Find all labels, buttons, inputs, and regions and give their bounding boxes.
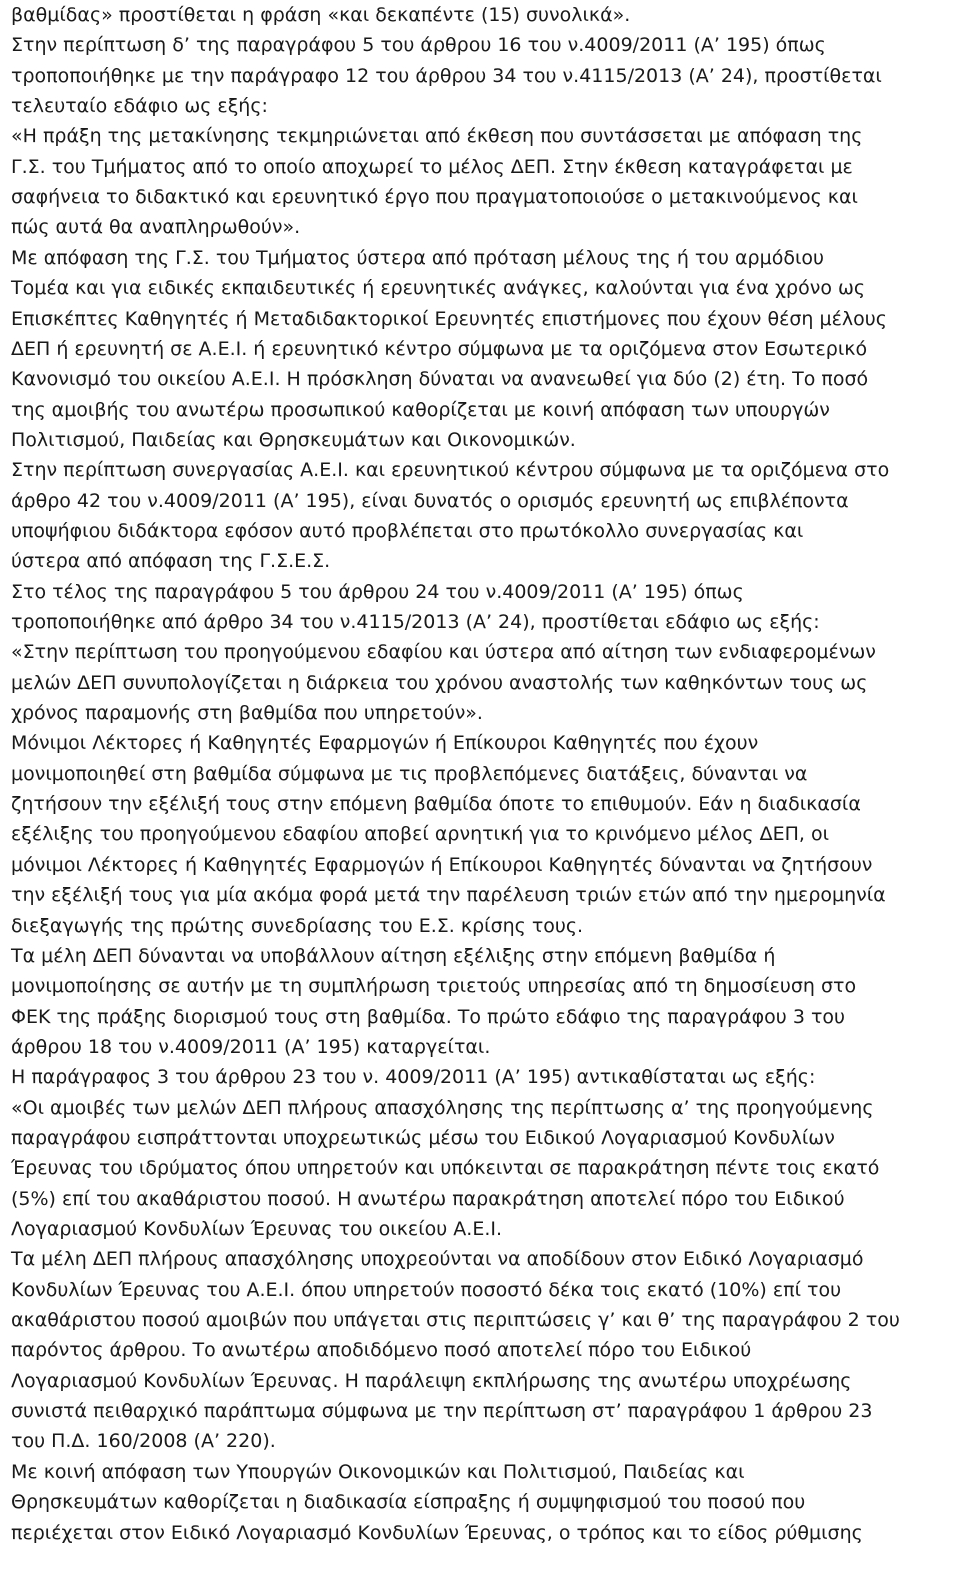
text-line: σαφήνεια το διδακτικό και ερευνητικό έργο που πραγματοποιούσε ο μετακινούμενος και <box>11 186 858 209</box>
text-line: βαθμίδας» προστίθεται η φράση «και δεκαπέντε (15) συνολικά». <box>11 4 631 26</box>
text-line: περιέχεται στον Ειδικό Λογαριασμό Κονδυλίων Έρευνας, ο τρόπος και το είδος ρύθμισης <box>11 1521 863 1544</box>
text-line: τροποποιήθηκε από άρθρο 34 του ν.4115/2013 (Α’ 24), προστίθεται εδάφιο ως εξής: <box>11 611 820 633</box>
text-line: μόνιμοι Λέκτορες ή Καθηγητές Εφαρμογών ή Επίκουροι Καθηγητές δύνανται να ζητήσουν <box>11 853 873 876</box>
text-line: Πολιτισμού, Παιδείας και Θρησκευμάτων και Οικονομικών. <box>11 428 576 451</box>
text-line: Τομέα και για ειδικές εκπαιδευτικές ή ερευνητικές ανάγκες, καλούνται για ένα χρόνο ως <box>11 277 866 300</box>
text-line: «Οι αμοιβές των μελών ΔΕΠ πλήρους απασχόλησης της περίπτωσης α’ της προηγούμενης <box>11 1096 874 1119</box>
text-line: Θρησκευμάτων καθορίζεται η διαδικασία είσπραξης ή συμψηφισμού του ποσού που <box>11 1491 806 1514</box>
text-line: Στην περίπτωση δ’ της παραγράφου 5 του άρθρου 16 του ν.4009/2011 (Α’ 195) όπως <box>11 34 826 57</box>
text-line: Κανονισμό του οικείου Α.Ε.Ι. Η πρόσκληση δύναται να ανανεωθεί για δύο (2) έτη. Το ποσό <box>11 368 869 391</box>
text-line: Η παράγραφος 3 του άρθρου 23 του ν. 4009/2011 (Α’ 195) αντικαθίσταται ως εξής: <box>11 1066 816 1089</box>
text-line: της αμοιβής του ανωτέρω προσωπικού καθορίζεται με κοινή απόφαση των υπουργών <box>11 398 830 421</box>
text-line: Κονδυλίων Έρευνας του Α.Ε.Ι. όπου υπηρετούν ποσοστό δέκα τοις εκατό (10%) επί του <box>11 1278 842 1301</box>
text-line: ΦΕΚ της πράξης διορισμού τους στη βαθμίδα. Το πρώτο εδάφιο της παραγράφου 3 του <box>11 1005 846 1028</box>
text-line: μονιμοποίησης σε αυτήν με τη συμπλήρωση τριετούς υπηρεσίας από τη δημοσίευση στο <box>11 975 857 998</box>
text-line: του Π.Δ. 160/2008 (Α’ 220). <box>11 1430 276 1453</box>
text-line: μελών ΔΕΠ συνυπολογίζεται η διάρκεια του χρόνου αναστολής των καθηκόντων τους ως <box>11 671 868 694</box>
text-line: Τα μέλη ΔΕΠ πλήρους απασχόλησης υποχρεούνται να αποδίδουν στον Ειδικό Λογαριασμό <box>11 1248 864 1271</box>
text-line: Με απόφαση της Γ.Σ. του Τμήματος ύστερα από πρόταση μέλους της ή του αρμόδιου <box>11 246 824 269</box>
text-line: εξέλιξης του προηγούμενου εδαφίου αποβεί αρνητική για το κρινόμενο μέλος ΔΕΠ, οι <box>11 823 830 846</box>
text-line: μονιμοποιηθεί στη βαθμίδα σύμφωνα με τις προβλεπόμενες διατάξεις, δύνανται να <box>11 762 808 785</box>
text-line: την εξέλιξή τους για μία ακόμα φορά μετά την παρέλευση τριών ετών από την ημερομηνία <box>11 884 886 907</box>
text-line: Επισκέπτες Καθηγητές ή Μεταδιδακτορικοί Ερευνητές επιστήμονες που έχουν θέση μέλους <box>11 307 887 330</box>
text-line: Με κοινή απόφαση των Υπουργών Οικονομικών και Πολιτισμού, Παιδείας και <box>11 1460 745 1483</box>
text-line: «Η πράξη της μετακίνησης τεκμηριώνεται από έκθεση που συντάσσεται με απόφαση της <box>11 125 863 148</box>
text-line: ύστερα από απόφαση της Γ.Σ.Ε.Σ. <box>11 550 331 573</box>
text-line: Λογαριασμού Κονδυλίων Έρευνας. Η παράλειψη εκπλήρωσης της ανωτέρω υποχρέωσης <box>11 1369 852 1392</box>
text-line: τελευταίο εδάφιο ως εξής: <box>11 95 268 118</box>
text-line: Γ.Σ. του Τμήματος από το οποίο αποχωρεί το μέλος ΔΕΠ. Στην έκθεση καταγράφεται με <box>11 155 853 178</box>
text-line: παραγράφου εισπράττονται υποχρεωτικώς μέσω του Ειδικού Λογαριασμού Κονδυλίων <box>11 1126 835 1149</box>
text-line: άρθρου 18 του ν.4009/2011 (Α’ 195) καταργείται. <box>11 1035 491 1058</box>
text-line: Στο τέλος της παραγράφου 5 του άρθρου 24 του ν.4009/2011 (Α’ 195) όπως <box>11 580 744 603</box>
text-line: άρθρο 42 του ν.4009/2011 (Α’ 195), είναι δυνατός ο ορισμός ερευνητή ως επιβλέποντα <box>11 489 849 512</box>
text-line: τροποποιήθηκε με την παράγραφο 12 του άρθρου 34 του ν.4115/2013 (Α’ 24), προστίθεται <box>11 64 882 87</box>
text-line: ΔΕΠ ή ερευνητή σε Α.Ε.Ι. ή ερευνητικό κέντρο σύμφωνα με τα οριζόμενα στον Εσωτερικό <box>11 337 868 360</box>
text-line: Μόνιμοι Λέκτορες ή Καθηγητές Εφαρμογών ή Επίκουροι Καθηγητές που έχουν <box>11 732 759 755</box>
text-line: Στην περίπτωση συνεργασίας Α.Ε.Ι. και ερευνητικού κέντρου σύμφωνα με τα οριζόμενα στο <box>11 459 890 482</box>
text-line: χρόνος παραμονής στη βαθμίδα που υπηρετούν». <box>11 702 483 725</box>
text-line: πώς αυτά θα αναπληρωθούν». <box>11 216 301 239</box>
text-line: συνιστά πειθαρχικό παράπτωμα σύμφωνα με την περίπτωση στ’ παραγράφου 1 άρθρου 23 <box>11 1400 873 1423</box>
text-line: ακαθάριστου ποσού αμοιβών που υπάγεται στις περιπτώσεις γ’ και θ’ της παραγράφου 2 του <box>11 1309 900 1332</box>
text-line: Τα μέλη ΔΕΠ δύνανται να υποβάλλουν αίτηση εξέλιξης στην επόμενη βαθμίδα ή <box>11 944 776 967</box>
text-line: (5%) επί του ακαθάριστου ποσού. Η ανωτέρω παρακράτηση αποτελεί πόρο του Ειδικού <box>11 1187 845 1210</box>
text-line: Λογαριασμού Κονδυλίων Έρευνας του οικείου Α.Ε.Ι. <box>11 1218 503 1240</box>
text-line: ζητήσουν την εξέλιξή τους στην επόμενη βαθμίδα όποτε το επιθυμούν. Εάν η διαδικασία <box>11 793 861 816</box>
text-line: διεξαγωγής της πρώτης συνεδρίασης του Ε.Σ. κρίσης τους. <box>11 914 584 937</box>
text-line: υποψήφιου διδάκτορα εφόσον αυτό προβλέπεται στο πρωτόκολλο συνεργασίας και <box>11 519 804 542</box>
text-line: παρόντος άρθρου. Το ανωτέρω αποδιδόμενο ποσό αποτελεί πόρο του Ειδικού <box>11 1339 752 1362</box>
text-line: «Στην περίπτωση του προηγούμενου εδαφίου και ύστερα από αίτηση των ενδιαφερομένων <box>11 641 876 664</box>
text-line: Έρευνας του ιδρύματος όπου υπηρετούν και υπόκεινται σε παρακράτηση πέντε τοις εκατό <box>11 1157 880 1180</box>
